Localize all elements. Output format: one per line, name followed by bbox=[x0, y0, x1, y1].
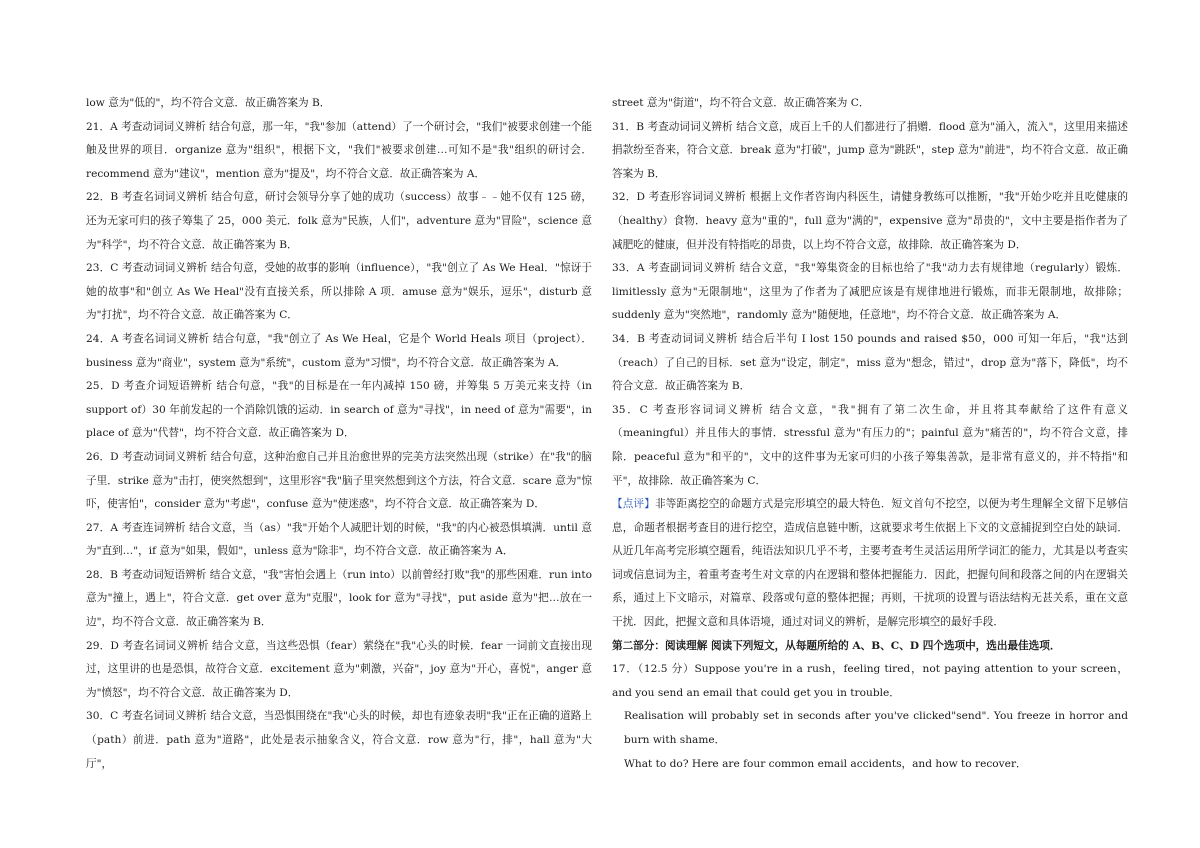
answer-paragraph: 28．B 考查动词短语辨析 结合文意，"我"害怕会遇上（run into）以前曾经打败"我"的那些困难．run into 意为"撞上，遇上"，符合文意．get over 意为"克服"，look for 意为"寻找"，put aside 意为"把…放在一边"，均不符合文意．故正确答案为 B． bbox=[86, 568, 592, 629]
right-column bbox=[612, 92, 1128, 776]
passage-line: What to do? Here are four common email accidents，and how to recover． bbox=[624, 757, 1027, 770]
answer-paragraph: 29．D 考查名词词义辨析 结合文意，当这些恐惧（fear）萦绕在"我"心头的时候．fear 一词前文直接出现过，这里讲的也是恐惧，故符合文意．excitement 意为"刺激，兴奋"，joy 意为"开心，喜悦"，anger 意为"愤怒"，均不符合文意．故正确答案为 D． bbox=[86, 639, 592, 699]
answer-paragraph: 30．C 考查名词词义辨析 结合文意，当恐惧围绕在"我"心头的时候，却也有迹象表明"我"正在正确的道路上（path）前进．path 意为"道路"，此处是表示抽象含义，符合文意．row 意为"行，排"，hall 意为"大厅"， bbox=[86, 710, 592, 770]
answer-paragraph: 31．B 考查动词词义辨析 结合文意，成百上千的人们都进行了捐赠．flood 意为"涌入，流入"，这里用来描述捐款纷至沓来，符合文意．break 意为"打破"，jump 意为"跳跃"，step 意为"前进"，均不符合文意．故正确答案为 B． bbox=[612, 120, 1128, 180]
answer-paragraph: 26．D 考查动词词义辨析 结合句意，这种治愈自己并且治愈世界的完美方法突然出现（strike）在"我"的脑子里．strike 意为"击打，使突然想到"，这里形容"我"脑子里突然想到这个方法，符合文意．scare 意为"惊吓，使害怕"，consider 意为"考虑"，confuse 意为"使迷惑"，均不符合文意．故正确答案为 D． bbox=[86, 450, 592, 511]
left-column bbox=[86, 92, 592, 776]
comment-text: 非等距离挖空的命题方式是完形填空的最大特色．短文首句不挖空，以便为考生理解全文留下足够信息，命题者根据考查目的进行挖空，造成信息链中断，这就要求考生依据上下文的文意捕捉到空白处的缺词．从近几年高考完形填空题看，纯语法知识几乎不考，主要考查考生灵活运用所学词汇的能力，尤其是以考查实词或信息词为主，着重考查考生对文章的内在逻辑和整体把握能力．因此，把握句间和段落之间的内在逻辑关系，通过上下文暗示，对篇章、段落或句意的整体把握；再则，干扰项的设置与语法结构无甚关系，重在文意干扰．因此，把握文意和具体语境，通过对词义的辨析，是解完形填空的最好手段． bbox=[612, 498, 1128, 629]
answer-paragraph: low 意为"低的"，均不符合文意．故正确答案为 B． bbox=[86, 97, 331, 109]
answer-paragraph: 21．A 考查动词词义辨析 结合句意，那一年，"我"参加（attend）了一个研讨会，"我们"被要求创建一个能触及世界的项目．organize 意为"组织"，根据下文，"我们"被要求创建…可知不是"我"组织的研讨会．recommend 意为"建议"，mention 意为"提及"，均不符合文意．故正确答案为 A． bbox=[86, 120, 592, 180]
answer-paragraph: street 意为"街道"，均不符合文意．故正确答案为 C． bbox=[612, 97, 870, 109]
answer-paragraph: 24．A 考查名词词义辨析 结合句意，"我"创立了 As We Heal，它是个 World Heals 项目（project）．business 意为"商业"，system 意为"系统"，custom 意为"习惯"，均不符合文意．故正确答案为 A． bbox=[86, 332, 592, 369]
answer-paragraph: 34．B 考查动词词义辨析 结合后半句 I lost 150 pounds and raised $50，000 可知一年后，"我"达到（reach）了自己的目标．set 意为"设定，制定"，miss 意为"想念，错过"，drop 意为"落下，降低"，均不符合文意．故正确答案为 B． bbox=[612, 332, 1128, 393]
answer-paragraph: 33．A 考查副词词义辨析 结合文意，"我"筹集资金的目标也给了"我"动力去有规律地（regularly）锻炼．limitlessly 意为"无限制地"，这里为了作者为了减肥应该是有规律地进行锻炼，而非无限制地，故排除；suddenly 意为"突然地"，randomly 意为"随便地，任意地"，均不符合文意．故正确答案为 A． bbox=[612, 262, 1128, 322]
answer-paragraph: 35．C 考查形容词词义辨析 结合文意，"我"拥有了第二次生命，并且将其奉献给了这件有意义（meaningful）并且伟大的事情．stressful 意为"有压力的"；painful 意为"痛苦的"，均不符合文意，排除．peaceful 意为"和平的"，文中的这件事为无家可归的小孩子筹集善款，是非常有意义的，并不特指"和平"，故排除．故正确答案为 C． bbox=[612, 403, 1128, 487]
section-heading: 第二部分：阅读理解 阅读下列短文，从每题所给的 A、B、C、D 四个选项中，选出最佳选项． bbox=[612, 639, 1061, 652]
answer-paragraph: 23．C 考查动词词义辨析 结合句意，受她的故事的影响（influence），"我"创立了 As We Heal．"惊讶于她的故事"和"创立 As We Heal"没有直接关系，所以排除 A 项．amuse 意为"娱乐，逗乐"，disturb 意为"打扰"，均不符合文意．故正确答案为 C． bbox=[86, 262, 592, 322]
answer-paragraph: 32．D 考查形容词词义辨析 根据上文作者咨询内科医生，请健身教练可以推断，"我"开始少吃并且吃健康的（healthy）食物．heavy 意为"重的"，full 意为"满的"，expensive 意为"昂贵的"，文中主要是指作者为了减肥吃的健康，但并没有特指吃的昂贵，以上均不符合文意，故排除．故正确答案为 D． bbox=[612, 191, 1128, 251]
question-lead: 17．（12.5 分）Suppose you're in a rush，feeling tired，not paying attention to your screen，and you send an email that could get you in trouble． bbox=[612, 663, 1128, 699]
answer-paragraph: 25．D 考查介词短语辨析 结合句意，"我"的目标是在一年内减掉 150 磅，并筹集 5 万美元来支持（in support of）30 年前发起的一个消除饥饿的运动．in search of 意为"寻找"，in need of 意为"需要"，in place of 意为"代替"，均不符合文意．故正确答案为 D． bbox=[86, 380, 592, 440]
comment-tag: 【点评】 bbox=[612, 498, 656, 511]
answer-paragraph: 22．B 考查名词词义辨析 结合句意，研讨会领导分享了她的成功（success）故事﹣﹣她不仅有 125 磅，还为无家可归的孩子筹集了 25，000 美元．folk 意为"民族，人们"，adventure 意为"冒险"，science 意为"科学"，均不符合文意．故正确答案为 B． bbox=[86, 191, 592, 251]
passage-line: Realisation will probably set in seconds after you've clicked"send". You freeze in horror and burn with shame． bbox=[624, 710, 1128, 747]
answer-paragraph: 27．A 考查连词辨析 结合文意，当（as）"我"开始个人减肥计划的时候，"我"的内心被恐惧填满．until 意为"直到…"，if 意为"如果，假如"，unless 意为"除非"，均不符合文意．故正确答案为 A． bbox=[86, 521, 592, 558]
comment-paragraph bbox=[612, 493, 1128, 635]
